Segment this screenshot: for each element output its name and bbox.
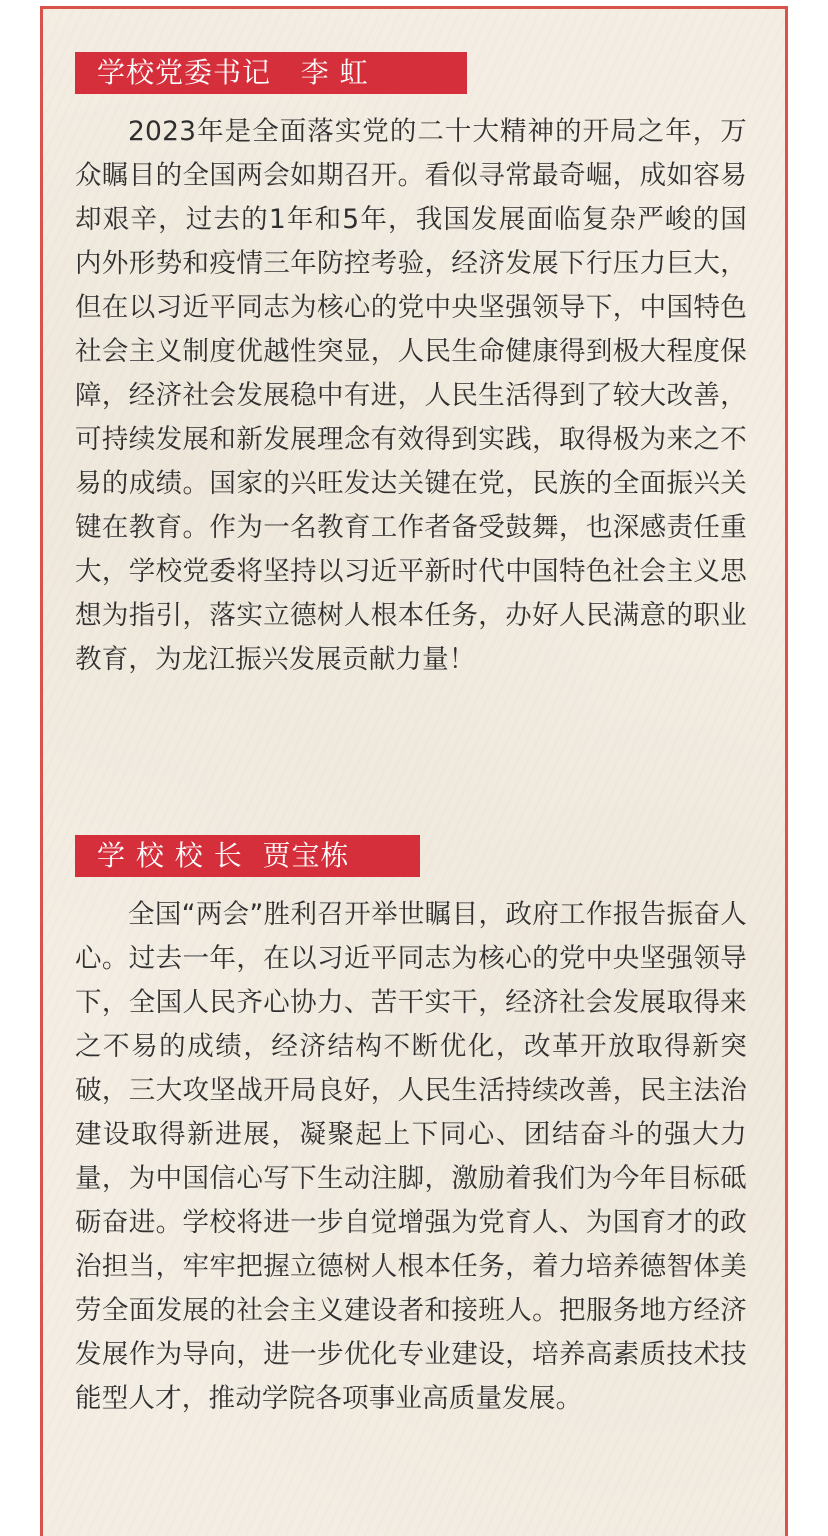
section-heading-principal: 学 校 校 长 贾宝栋: [75, 835, 420, 877]
section-heading-party-secretary: 学校党委书记 李 虹: [75, 52, 467, 94]
section-body-party-secretary: 2023年是全面落实党的二十大精神的开局之年，万众瞩目的全国两会如期召开。看似寻常最奇崛，成如容易却艰辛，过去的1年和5年，我国发展面临复杂严峻的国内外形势和疫情三年防控考验，经济发展下行压力巨大，但在以习近平同志为核心的党中央坚强领导下，中国特色社会主义制度优越性突显，人民生命健康得到极大程度保障，经济社会发展稳中有进，人民生活得到了较大改善，可持续发展和新发展理念有效得到实践，取得极为来之不易的成绩。国家的兴旺发达关键在党，民族的全面振兴关键在教育。作为一名教育工作者备受鼓舞，也深感责任重大，学校党委将坚持以习近平新时代中国特色社会主义思想为指引，落实立德树人根本任务，办好人民满意的职业教育，为龙江振兴发展贡献力量！: [75, 116, 747, 675]
section-body-principal: 全国“两会”胜利召开举世瞩目，政府工作报告振奋人心。过去一年，在以习近平同志为核心的党中央坚强领导下，全国人民齐心协力、苦干实干，经济社会发展取得来之不易的成绩，经济结构不断优化，改革开放取得新突破，三大攻坚战开局良好，人民生活持续改善，民主法治建设取得新进展，凝聚起上下同心、团结奋斗的强大力量，为中国信心写下生动注脚，激励着我们为今年目标砥砺奋进。学校将进一步自觉增强为党育人、为国育才的政治担当，牢牢把握立德树人根本任务，着力培养德智体美劳全面发展的社会主义建设者和接班人。把服务地方经济发展作为导向，进一步优化专业建设，培养高素质技术技能型人才，推动学院各项事业高质量发展。: [75, 899, 747, 1414]
